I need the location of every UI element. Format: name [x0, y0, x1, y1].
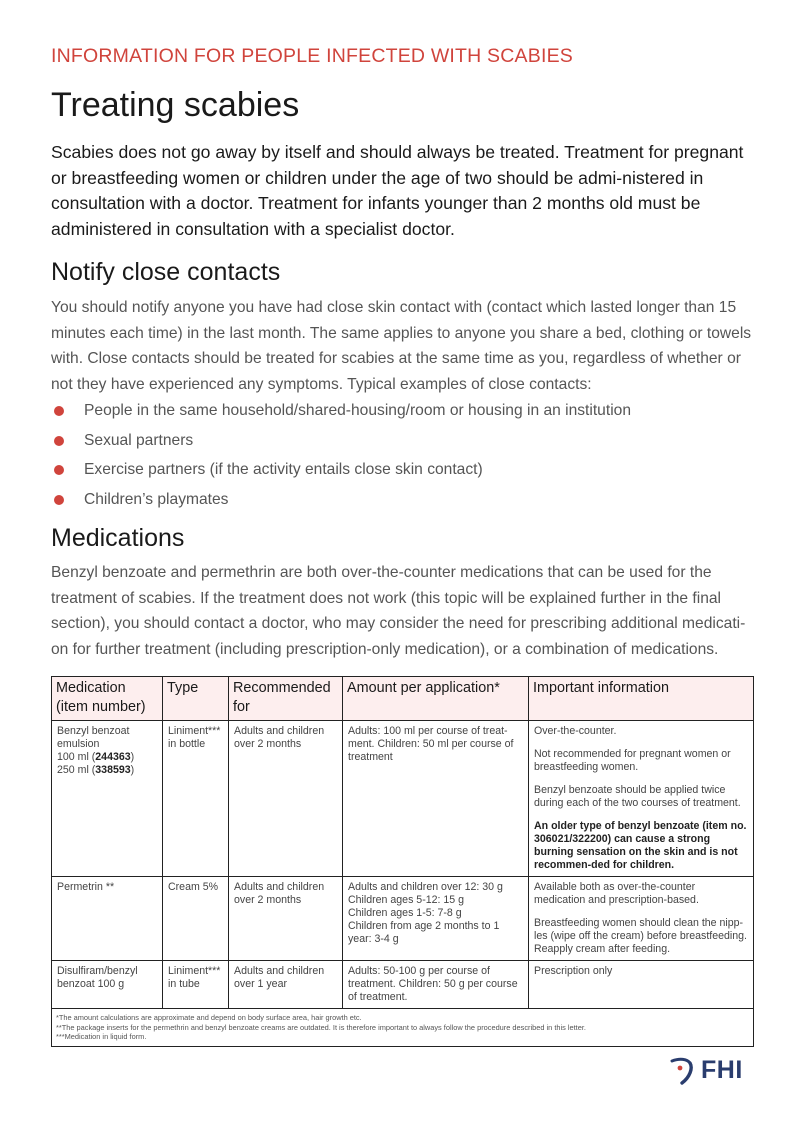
cell-recommended: Adults and children over 2 months [229, 721, 343, 877]
medications-heading: Medications [51, 524, 185, 552]
cell-type: Cream 5% [163, 877, 229, 961]
warning-note: An older type of benzyl benzoate (item no. 306021/322200) can cause a strong burning sensation on the skin and is not recommen-ded for children. [534, 820, 747, 871]
cell-amount: Adults: 100 ml per course of treat-ment. Children: 50 ml per course of treatment [343, 721, 529, 877]
table-footnotes: *The amount calculations are approximate and depend on body surface area, hair growth etc. **The package inserts for the permethrin and benzyl benzoate creams are outdated. It is therefore important to always follow the procedure described in this letter. ***Medication in liquid form. [52, 1009, 754, 1047]
bullet-dot-icon [54, 495, 64, 505]
close-contacts-list [51, 398, 631, 516]
fhi-logo-icon [669, 1055, 699, 1085]
column-header-type: Type [163, 677, 229, 721]
notify-heading: Notify close contacts [51, 258, 281, 286]
bullet-dot-icon [54, 436, 64, 446]
cell-amount: Adults: 50-100 g per course of treatment. Children: 50 g per course of treatment. [343, 961, 529, 1009]
medications-paragraph: Benzyl benzoate and permethrin are both over-the-counter medications that can be used for the treatment of scabies. If the treatment does not work (this topic will be explained further in the final section), you should contact a doctor, who may consider the need for prescribing additional medicati-on for further treatment (including prescription-only medication), or a combination of medications. [51, 564, 746, 658]
cell-info: Over-the-counter. Not recommended for pregnant women or breastfeeding women. Benzyl benzoate should be applied twice during each of the two courses of treatment. An older type of benzyl benzoate (item no. 306021/322200) can cause a strong burning sensation on the skin and is not recommen-ded for children. [529, 721, 754, 877]
cell-info: Available both as over-the-counter medication and prescription-based. Breastfeeding women should clean the nipp-les (wipe off the cream) before breastfeeding. Reapply cream after feeding. [529, 877, 754, 961]
table-row [52, 961, 754, 1009]
page-kicker: INFORMATION FOR PEOPLE INFECTED WITH SCABIES [51, 45, 573, 67]
bullet-dot-icon [54, 406, 64, 416]
item-number: 338593 [95, 764, 131, 776]
list-item: Exercise partners (if the activity entails close skin contact) [51, 457, 631, 487]
list-item: Children’s playmates [51, 487, 631, 517]
column-header-recommended: Recommended for [229, 677, 343, 721]
column-header-info: Important information [529, 677, 754, 721]
table-row [52, 721, 754, 877]
notify-paragraph: You should notify anyone you have had close skin contact with (contact which lasted longer than 15 minutes each time) in the last month. The same applies to anyone you share a bed, clothing or towels with. Close contacts should be treated for scabies at the same time as you, regardless of whether or not they have experienced any symptoms. Typical examples of close contacts: [51, 299, 752, 393]
cell-info: Prescription only [529, 961, 754, 1009]
list-item: Sexual partners [51, 428, 631, 458]
table-row [52, 877, 754, 961]
cell-type: Liniment*** in bottle [163, 721, 229, 877]
bullet-dot-icon [54, 465, 64, 475]
table-footnotes-row [52, 1009, 754, 1047]
fhi-logo [669, 1055, 743, 1085]
cell-type: Liniment*** in tube [163, 961, 229, 1009]
cell-recommended: Adults and children over 2 months [229, 877, 343, 961]
column-header-amount: Amount per application* [343, 677, 529, 721]
cell-medication: Permetrin ** [52, 877, 163, 961]
page-title: Treating scabies [51, 86, 300, 124]
cell-medication: Benzyl benzoat emulsion 100 ml (244363) 250 ml (338593) [52, 721, 163, 877]
medications-table [51, 676, 754, 1047]
cell-amount: Adults and children over 12: 30 g Children ages 5-12: 15 g Children ages 1-5: 7-8 g Children from age 2 months to 1 year: 3-4 g [343, 877, 529, 961]
table-header-row [52, 677, 754, 721]
cell-recommended: Adults and children over 1 year [229, 961, 343, 1009]
list-item: People in the same household/shared-housing/room or housing in an institution [51, 398, 631, 428]
column-header-medication: Medication (item number) [52, 677, 163, 721]
fhi-logo-text: FHI [701, 1055, 743, 1084]
intro-paragraph: Scabies does not go away by itself and should always be treated. Treatment for pregnant or breastfeeding women or children under the age of two should be admi-nistered in consultation with a doctor. Treatment for infants younger than 2 months old must be administered in consultation with a specialist doctor. [51, 142, 744, 239]
item-number: 244363 [95, 751, 131, 763]
cell-medication: Disulfiram/benzyl benzoat 100 g [52, 961, 163, 1009]
